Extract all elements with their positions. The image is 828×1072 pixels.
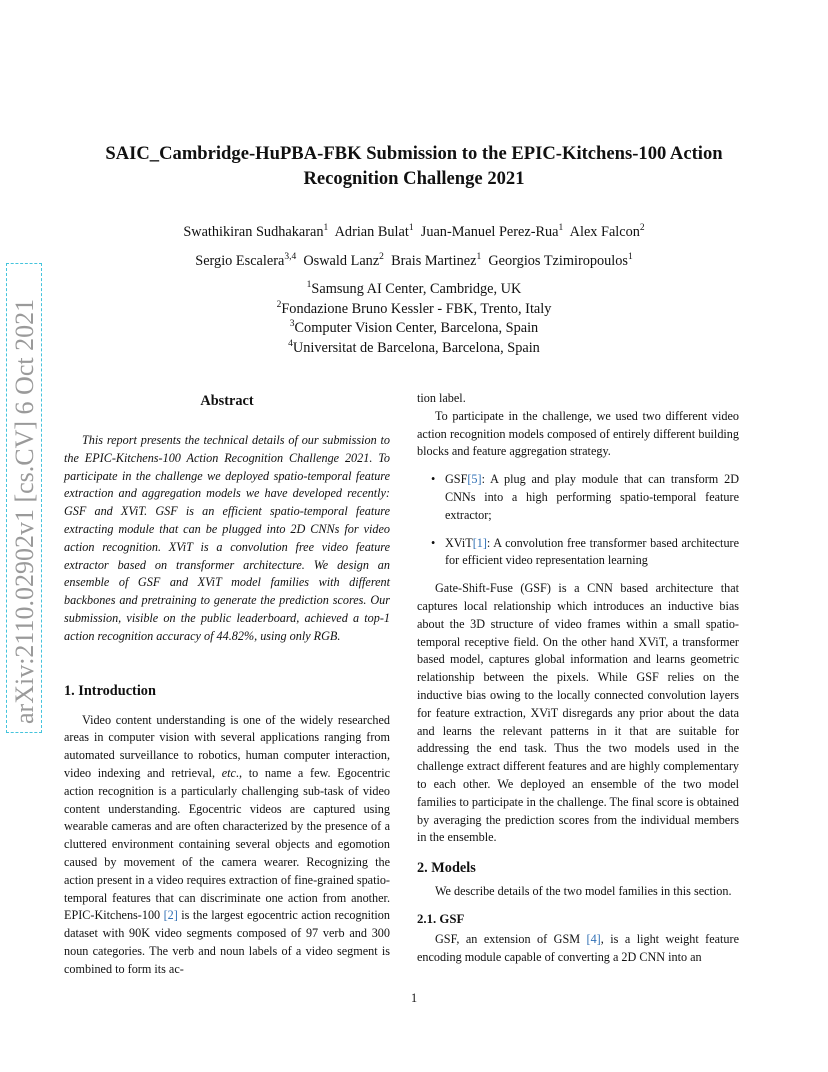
affiliation: $^3$Computer Vision Center, Barcelona, Spain [289, 319, 539, 336]
author: Swathikiran Sudhakaran$^1$ [183, 223, 329, 240]
author: Georgios Tzimiropoulos$^1$ [488, 252, 633, 269]
paper-title: SAIC_Cambridge-HuPBA-FBK Submission to the EPIC-Kitchens-100 Action Recognition Challenge 2021 [105, 143, 723, 189]
affiliation: $^2$Fondazione Bruno Kessler - FBK, Trento, Italy [276, 299, 552, 317]
affiliation-list [60, 280, 768, 358]
author: Brais Martinez$^1$ [391, 252, 482, 269]
page-number: 1 [410, 991, 418, 1005]
gsf-heading: 2.1. GSF [417, 911, 465, 926]
bullet-icon: • [431, 472, 436, 487]
author-list [60, 218, 768, 276]
gsf-xvit-paragraph: Gate-Shift-Fuse (GSF) is a CNN based architecture that captures local relationship which introduces an inductive bias about the 3D structure of video frames within a small spatio-temporal receptive field. On the other hand XViT, a transformer based model, captures global information and learns geometric relationship between the pixels. While GSF relies on the inductive bias owing to the locally connected convolution layers for feature extraction, XViT disregards any prior about the data and learns the relevant patterns in it that are suitable for addressing the end task. Thus the two models used in the challenge extract different features and are highly complementary to each other. We deployed an ensemble of the two model families to participate in the challenge. The final score is obtained by averaging the prediction scores from the individual members in the ensemble. [417, 581, 739, 845]
models-paragraph: To participate in the challenge, we used two different video action recognition models composed of entirely different building blocks and feature aggregation strategy. [417, 408, 739, 459]
list-item: • XViT[1]: A convolution free transformer based architecture for efficient video representation learning [431, 535, 739, 568]
abstract-heading: Abstract [200, 393, 254, 409]
list-item: • GSF[5]: A plug and play module that can transform 2D CNNs into a high performing spatio-temporal feature extractor; [431, 472, 739, 522]
left-column [64, 390, 390, 979]
gsf-paragraph: GSF, an extension of GSM [4], is a light weight feature encoding module capable of converting a 2D CNN into an [417, 931, 739, 964]
arxiv-watermark: arXiv:2110.02902v1 [cs.CV] 6 Oct 2021 [6, 263, 42, 733]
author-line-1 [60, 218, 768, 247]
author: Oswald Lanz$^2$ [303, 252, 384, 269]
author: Sergio Escalera$^{3,4}$ [195, 252, 297, 269]
author-line-2 [60, 247, 768, 276]
citation-link[interactable]: [4] [586, 931, 601, 946]
models-intro-text: We describe details of the two model families in this section. [435, 884, 732, 899]
bullet-icon: • [431, 535, 436, 550]
affiliation: $^4$Universitat de Barcelona, Barcelona, Spain [288, 338, 540, 356]
citation-link[interactable]: [2] [163, 908, 178, 923]
right-column [417, 390, 739, 967]
author: Alex Falcon$^2$ [569, 223, 645, 240]
models-heading: 2. Models [417, 860, 476, 877]
model-list [417, 471, 739, 570]
introduction-heading: 1. Introduction [64, 682, 156, 699]
author: Juan-Manuel Perez-Rua$^1$ [420, 223, 564, 240]
citation-link[interactable]: [5] [467, 472, 482, 487]
citation-link[interactable]: [1] [472, 535, 487, 550]
continued-text: tion label. [417, 391, 466, 405]
author: Adrian Bulat$^1$ [334, 223, 414, 240]
introduction-paragraph: Video content understanding is one of the widely researched areas in computer vision with several applications ranging from automated surveillance to robotics, human computer interaction, video indexing and retrieval, etc., to name a few. Egocentric action recognition is a particularly challenging sub-task of video content understanding. Egocentric videos are captured using wearable cameras and are often characterized by the presence of a cluttered environment containing several objects and egomotion caused by movement of the camera wearer. Recognizing the action present in a video requires extraction of fine-grained spatio-temporal features that can discriminate one action from another. EPIC-Kitchens-100 [2] is the largest egocentric action recognition dataset with 90K video segments composed of 97 verb and 300 noun categories. The verb and noun labels of a video segment is combined to form its ac- [64, 712, 391, 976]
affiliation: $^1$Samsung AI Center, Cambridge, UK [306, 280, 522, 297]
abstract-text: This report presents the technical details of our submission to the EPIC-Kitchens-100 Action Recognition Challenge 2021. To participate in the challenge we deployed spatio-temporal feature extraction and aggregation models we have developed recently: GSF and XViT. GSF is an efficient spatio-temporal feature extracting module that can be plugged into 2D CNNs for video action recognition. XViT is a convolution free video feature extractor based on transformer architecture. We design an ensemble of GSF and XViT model families with different backbones and pretraining to generate the prediction scores. Our submission, visible on the public leaderboard, achieved a top-1 action recognition accuracy of 44.82%, using only RGB. [64, 433, 390, 643]
